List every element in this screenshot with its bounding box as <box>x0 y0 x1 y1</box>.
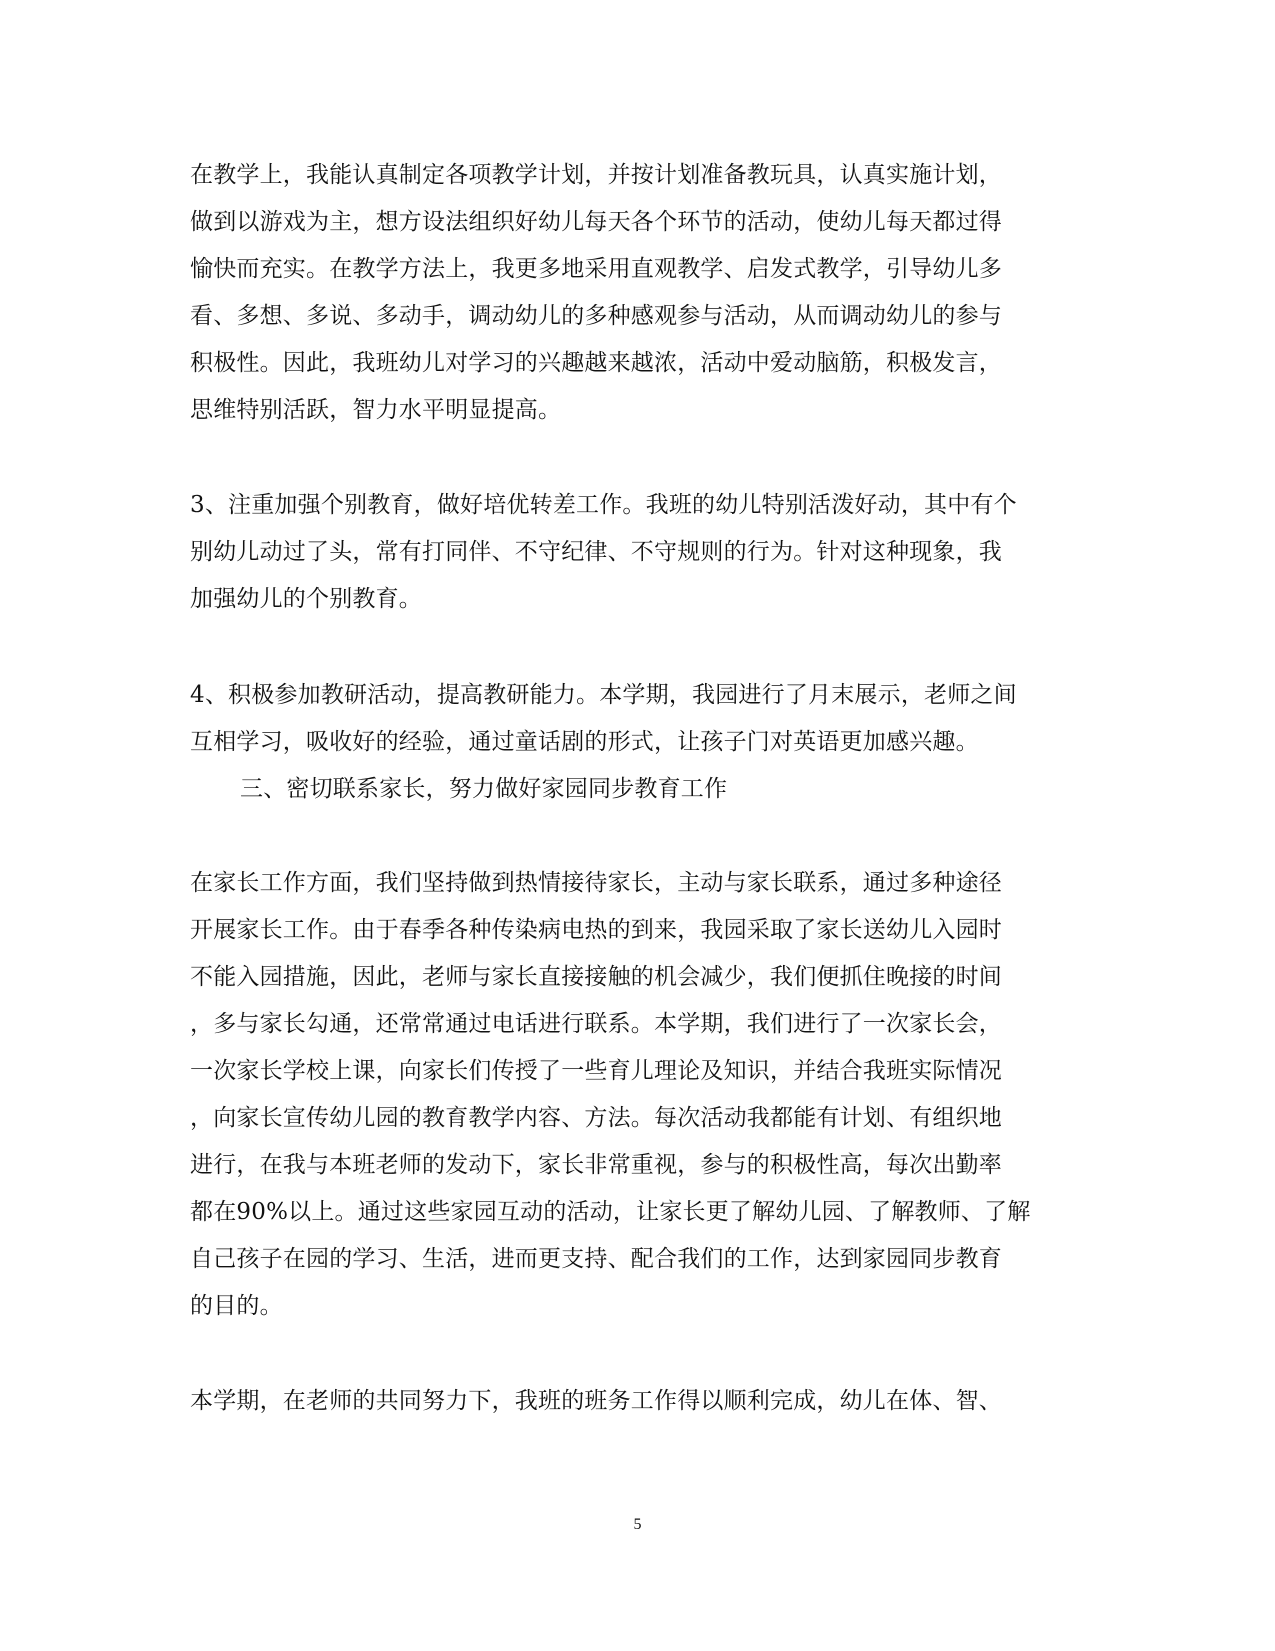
paragraph-line: 4、积极参加教研活动，提高教研能力。本学期，我园进行了月末展示，老师之间 <box>190 682 1017 708</box>
paragraph-line: 自己孩子在园的学习、生活，进而更支持、配合我们的工作，达到家园同步教育 <box>190 1246 1002 1272</box>
paragraph-line: 一次家长学校上课，向家长们传授了一些育儿理论及知识，并结合我班实际情况 <box>190 1058 1002 1084</box>
section-heading: 三、密切联系家长，努力做好家园同步教育工作 <box>240 776 728 802</box>
paragraph-line: 互相学习，吸收好的经验，通过童话剧的形式，让孩子门对英语更加感兴趣。 <box>190 729 979 755</box>
paragraph-line: ，向家长宣传幼儿园的教育教学内容、方法。每次活动我都能有计划、有组织地 <box>190 1105 1002 1131</box>
paragraph-line: 进行，在我与本班老师的发动下，家长非常重视，参与的积极性高，每次出勤率 <box>190 1152 1002 1178</box>
paragraph-line: 积极性。因此，我班幼儿对学习的兴趣越来越浓，活动中爱动脑筋，积极发言， <box>190 350 1002 376</box>
paragraph-line: 不能入园措施，因此，老师与家长直接接触的机会减少，我们便抓住晚接的时间 <box>190 964 1002 990</box>
paragraph-line: 开展家长工作。由于春季各种传染病电热的到来，我园采取了家长送幼儿入园时 <box>190 917 1002 943</box>
paragraph-line: 加强幼儿的个别教育。 <box>190 586 422 612</box>
paragraph-line: 3、注重加强个别教育，做好培优转差工作。我班的幼儿特别活泼好动，其中有个 <box>190 492 1017 518</box>
paragraph-line: 都在90%以上。通过这些家园互动的活动，让家长更了解幼儿园、了解教师、了解 <box>190 1199 1031 1225</box>
paragraph-line: 思维特别活跃，智力水平明显提高。 <box>190 397 562 423</box>
paragraph-line: 在教学上，我能认真制定各项教学计划，并按计划准备教玩具，认真实施计划， <box>190 162 1002 188</box>
paragraph-line: 在家长工作方面，我们坚持做到热情接待家长，主动与家长联系，通过多种途径 <box>190 870 1002 896</box>
paragraph-line: 别幼儿动过了头，常有打同伴、不守纪律、不守规则的行为。针对这种现象，我 <box>190 539 1002 565</box>
paragraph-line: 本学期，在老师的共同努力下，我班的班务工作得以顺利完成，幼儿在体、智、 <box>190 1388 1002 1414</box>
paragraph-line: 做到以游戏为主，想方设法组织好幼儿每天各个环节的活动，使幼儿每天都过得 <box>190 209 1002 235</box>
paragraph-line: 的目的。 <box>190 1293 283 1319</box>
paragraph-line: ，多与家长勾通，还常常通过电话进行联系。本学期，我们进行了一次家长会， <box>190 1011 1002 1037</box>
paragraph-line: 愉快而充实。在教学方法上，我更多地采用直观教学、启发式教学，引导幼儿多 <box>190 256 1002 282</box>
page-number: 5 <box>633 1516 642 1533</box>
paragraph-line: 看、多想、多说、多动手，调动幼儿的多种感观参与活动，从而调动幼儿的参与 <box>190 303 1002 329</box>
